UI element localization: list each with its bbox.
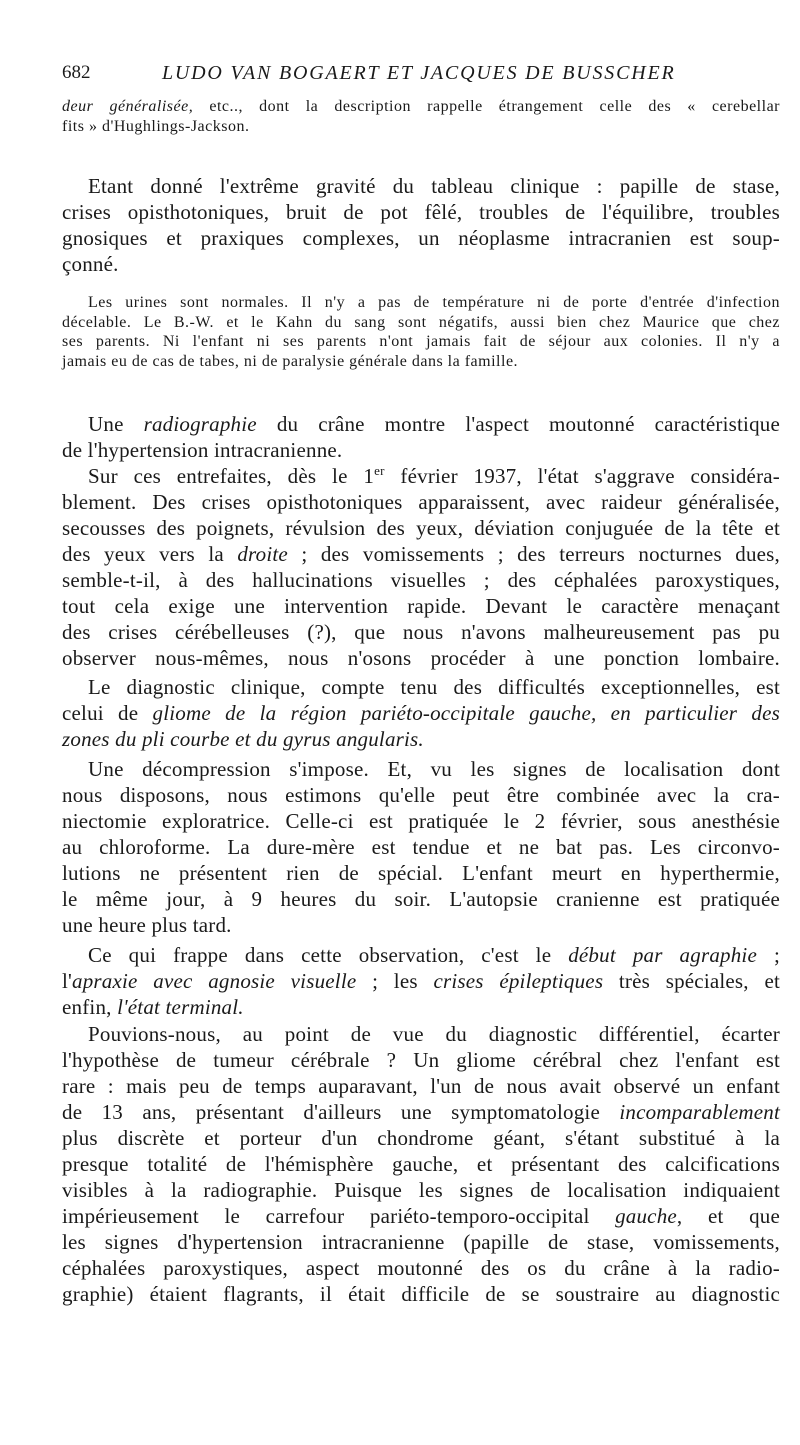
text-line: tout cela exige une intervention rapide. Devant le caractère menaçant <box>62 594 780 618</box>
paragraph-diagnosis <box>62 674 780 752</box>
text-line: des crises cérébelleuses (?), que nous n'avons malheureusement pas pu <box>62 620 780 644</box>
text-line: Ce qui frappe dans cette observation, c'est le début par agraphie ; <box>88 943 780 967</box>
text-line: presque totalité de l'hémisphère gauche, et présentant des calcifications <box>62 1152 780 1176</box>
text-line: des yeux vers la droite ; des vomissements ; des terreurs nocturnes dues, <box>62 542 781 566</box>
paragraph-observation <box>62 942 780 1020</box>
text-line: l'hypothèse de tumeur cérébrale ? Un gliome cérébral chez l'enfant est <box>62 1048 780 1072</box>
paragraph-decompression <box>62 756 780 938</box>
text-line: lutions ne présentent rien de spécial. L'enfant meurt en hyperthermie, <box>62 861 780 885</box>
text-line: enfin, l'état terminal. <box>62 995 244 1019</box>
text-line: ses parents. Ni l'enfant ni ses parents n'ont jamais fait de séjour aux colonies. Il n'y a <box>62 333 780 350</box>
page-number: 682 <box>62 62 91 83</box>
text-line: çonné. <box>62 252 119 276</box>
text-line: Pouvions-nous, au point de vue du diagnostic différentiel, écarter <box>88 1022 780 1046</box>
text-line: Le diagnostic clinique, compte tenu des difficultés exceptionnelles, est <box>88 675 780 699</box>
text-line: celui de gliome de la région pariéto-occipitale gauche, en particulier des <box>62 701 781 725</box>
text-line: jamais eu de cas de tabes, ni de paralysie générale dans la famille. <box>62 352 519 370</box>
text-line: nous disposons, nous estimons qu'elle peut être combinée avec la cra- <box>62 783 780 807</box>
text-line: plus discrète et porteur d'un chondrome géant, s'étant substitué à la <box>62 1126 780 1150</box>
text-line: céphalées paroxystiques, aspect moutonné des os du crâne à la radio- <box>62 1256 780 1280</box>
text-line: zones du pli courbe et du gyrus angularis. <box>62 727 424 751</box>
text-line: au chloroforme. La dure-mère est tendue et ne bat pas. Les circonvo- <box>62 835 780 859</box>
text-line: l'apraxie avec agnosie visuelle ; les crises épileptiques très spéciales, et <box>62 969 780 993</box>
intro-paragraph <box>62 97 780 136</box>
text-line: Etant donné l'extrême gravité du tableau clinique : papille de stase, <box>88 174 780 198</box>
text-line: rare : mais peu de temps auparavant, l'un de nous avait observé un enfant <box>62 1074 780 1098</box>
text-line: gnosiques et praxiques complexes, un néoplasme intracranien est soup- <box>62 226 780 250</box>
paragraph-lab-findings <box>62 293 780 371</box>
text-line: secousses des poignets, révulsion des yeux, déviation conjuguée de la tête et <box>62 516 780 540</box>
text-line: Sur ces entrefaites, dès le 1er février 1937, l'état s'aggrave considéra- <box>88 463 780 488</box>
text-line: Une radiographie du crâne montre l'aspect moutonné caractéristique <box>88 412 780 436</box>
text-line: visibles à la radiographie. Puisque les signes de localisation indiquaient <box>62 1178 780 1202</box>
text-line: une heure plus tard. <box>62 913 232 937</box>
text-line: les signes d'hypertension intracranienne (papille de stase, vomissements, <box>62 1230 780 1254</box>
text-line: impérieusement le carrefour pariéto-temporo-occipital gauche, et que <box>62 1204 780 1228</box>
text-line: graphie) étaient flagrants, il était difficile de se soustraire au diagnostic <box>62 1282 780 1306</box>
text-line: le même jour, à 9 heures du soir. L'autopsie cranienne est pratiquée <box>62 887 780 911</box>
text-line: décelable. Le B.-W. et le Kahn du sang sont négatifs, aussi bien chez Maurice que chez <box>62 313 780 331</box>
text-line: crises opisthotoniques, bruit de pot fêlé, troubles de l'équilibre, troubles <box>62 200 780 224</box>
text-line: observer nous-mêmes, nous n'osons procéder à une ponction lombaire. <box>62 646 780 670</box>
text-line: niectomie exploratrice. Celle-ci est pratiquée le 2 février, sous anesthésie <box>62 809 780 833</box>
text-line: semble-t-il, à des hallucinations visuelles ; des céphalées paroxystiques, <box>62 568 780 592</box>
paragraph-february <box>62 463 780 671</box>
running-title: LUDO VAN BOGAERT ET JACQUES DE BUSSCHER <box>162 62 676 84</box>
text-line: Les urines sont normales. Il n'y a pas de température ni de porte d'entrée d'infection <box>88 294 780 311</box>
paragraph-radiography <box>62 411 780 463</box>
text-line: de l'hypertension intracranienne. <box>62 438 343 462</box>
text-line: de 13 ans, présentant d'ailleurs une symptomatologie incomparablement <box>62 1100 780 1124</box>
page-header <box>62 62 780 92</box>
text-line: Une décompression s'impose. Et, vu les signes de localisation dont <box>88 757 780 781</box>
paragraph-differential <box>62 1021 780 1307</box>
text-line: deur généralisée, etc.., dont la description rappelle étrangement celle des « cerebellar <box>62 98 781 115</box>
text-line: fits » d'Hughlings-Jackson. <box>62 117 250 135</box>
text-line: blement. Des crises opisthotoniques apparaissent, avec raideur généralisée, <box>62 490 780 514</box>
paragraph-gravity <box>62 173 780 277</box>
